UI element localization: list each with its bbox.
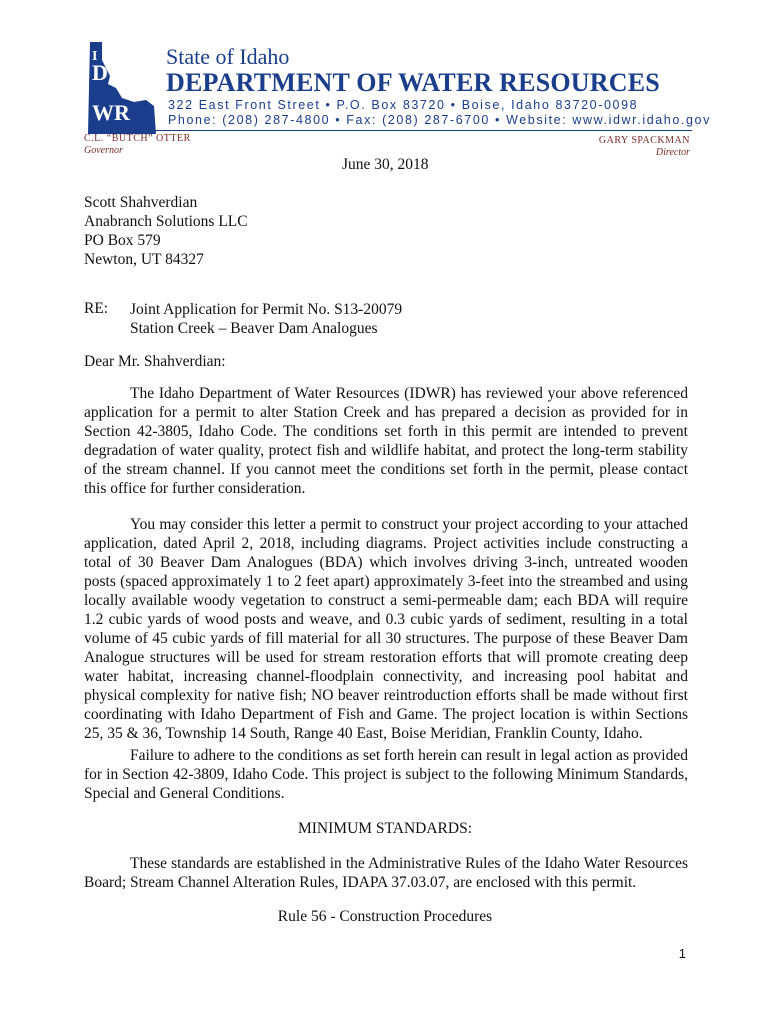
svg-text:I: I [92, 49, 98, 64]
recipient-address [84, 193, 248, 269]
governor-title: Governor [84, 145, 123, 156]
re-line-2: Station Creek – Beaver Dam Analogues [130, 320, 378, 337]
recipient-po-box: PO Box 579 [84, 232, 161, 249]
rule-heading: Rule 56 - Construction Procedures [277, 908, 493, 925]
department-address: 322 East Front Street • P.O. Box 83720 • Boise, Idaho 83720-0098 [168, 98, 639, 112]
state-name: State of Idaho [166, 44, 290, 69]
paragraph-text: These standards are established in the Administrative Rules of the Idaho Water Resources Board; Stream Channel Alteration Rules, IDAPA 37.03.07, are enclosed with this permit. [84, 855, 688, 891]
governor-name: C.L. “BUTCH” OTTER [84, 133, 191, 144]
recipient-name: Scott Shahverdian [84, 194, 198, 211]
section-heading: MINIMUM STANDARDS: [297, 820, 472, 837]
svg-text:WR: WR [92, 100, 130, 125]
department-name: DEPARTMENT OF WATER RESOURCES [166, 68, 660, 97]
idwr-state-outline-logo-icon [82, 40, 162, 136]
re-subject [130, 300, 402, 338]
recipient-company: Anabranch Solutions LLC [84, 213, 248, 230]
re-line-1: Joint Application for Permit No. S13-20079 [130, 301, 403, 318]
salutation: Dear Mr. Shahverdian: [84, 353, 226, 370]
page-number: 1 [678, 946, 686, 961]
re-label: RE: [84, 300, 109, 317]
recipient-city: Newton, UT 84327 [84, 251, 204, 268]
paragraph-text: You may consider this letter a permit to construct your project according to your attached application, dated April 2, 2018, including diagrams. Project activities include constructing a total of 30 Beaver Dam Analogues (BDA) which involves driving 3-inch, untreated wooden posts (spaced approximately 1 to 2 feet apart) approximately 3-feet into the streambed and using locally available woody vegetation to construct a semi-permeable dam; each BDA will require 1.2 cubic yards of wood posts and weave, and 0.3 cubic yards of sediment, resulting in a total volume of 45 cubic yards of fill material for all 30 structures. The purpose of these Beaver Dam Analogue structures will be used for stream restoration efforts that will promote creating deep water habitat, increasing channel-floodplain connectivity, and increasing pool habitat and physical complexity for native fish; NO beaver reintroduction efforts shall be made without first coordinating with Idaho Department of Fish and Game. The project location is within Sections 25, 35 & 36, Township 14 South, Range 40 East, Boise Meridian, Franklin County, Idaho. [84, 516, 688, 742]
department-contact: Phone: (208) 287-4800 • Fax: (208) 287-6700 • Website: www.idwr.idaho.gov [168, 113, 711, 127]
body-paragraph-1 [84, 384, 688, 498]
letterhead-divider [146, 130, 692, 131]
standards-paragraph [84, 854, 688, 892]
paragraph-text: The Idaho Department of Water Resources (IDWR) has reviewed your above referenced application for a permit to alter Station Creek and has prepared a decision as provided for in Section 42-3805, Idaho Code. The conditions set forth in this permit are intended to prevent degradation of water quality, protect fish and wildlife habitat, and protect the long-term stability of the stream channel. If you cannot meet the conditions set forth in the permit, please contact this office for further consideration. [84, 385, 688, 497]
svg-text:D: D [92, 60, 108, 85]
idwr-logo [82, 40, 162, 136]
director-title: Director [655, 147, 690, 158]
body-paragraph-2 [84, 515, 688, 743]
director-name: GARY SPACKMAN [598, 135, 690, 146]
body-paragraph-3 [84, 746, 688, 803]
letter-date: June 30, 2018 [342, 156, 429, 173]
paragraph-text: Failure to adhere to the conditions as set forth herein can result in legal action as provided for in Section 42-3809, Idaho Code. This project is subject to the following Minimum Standards, Special and General Conditions. [84, 747, 688, 802]
